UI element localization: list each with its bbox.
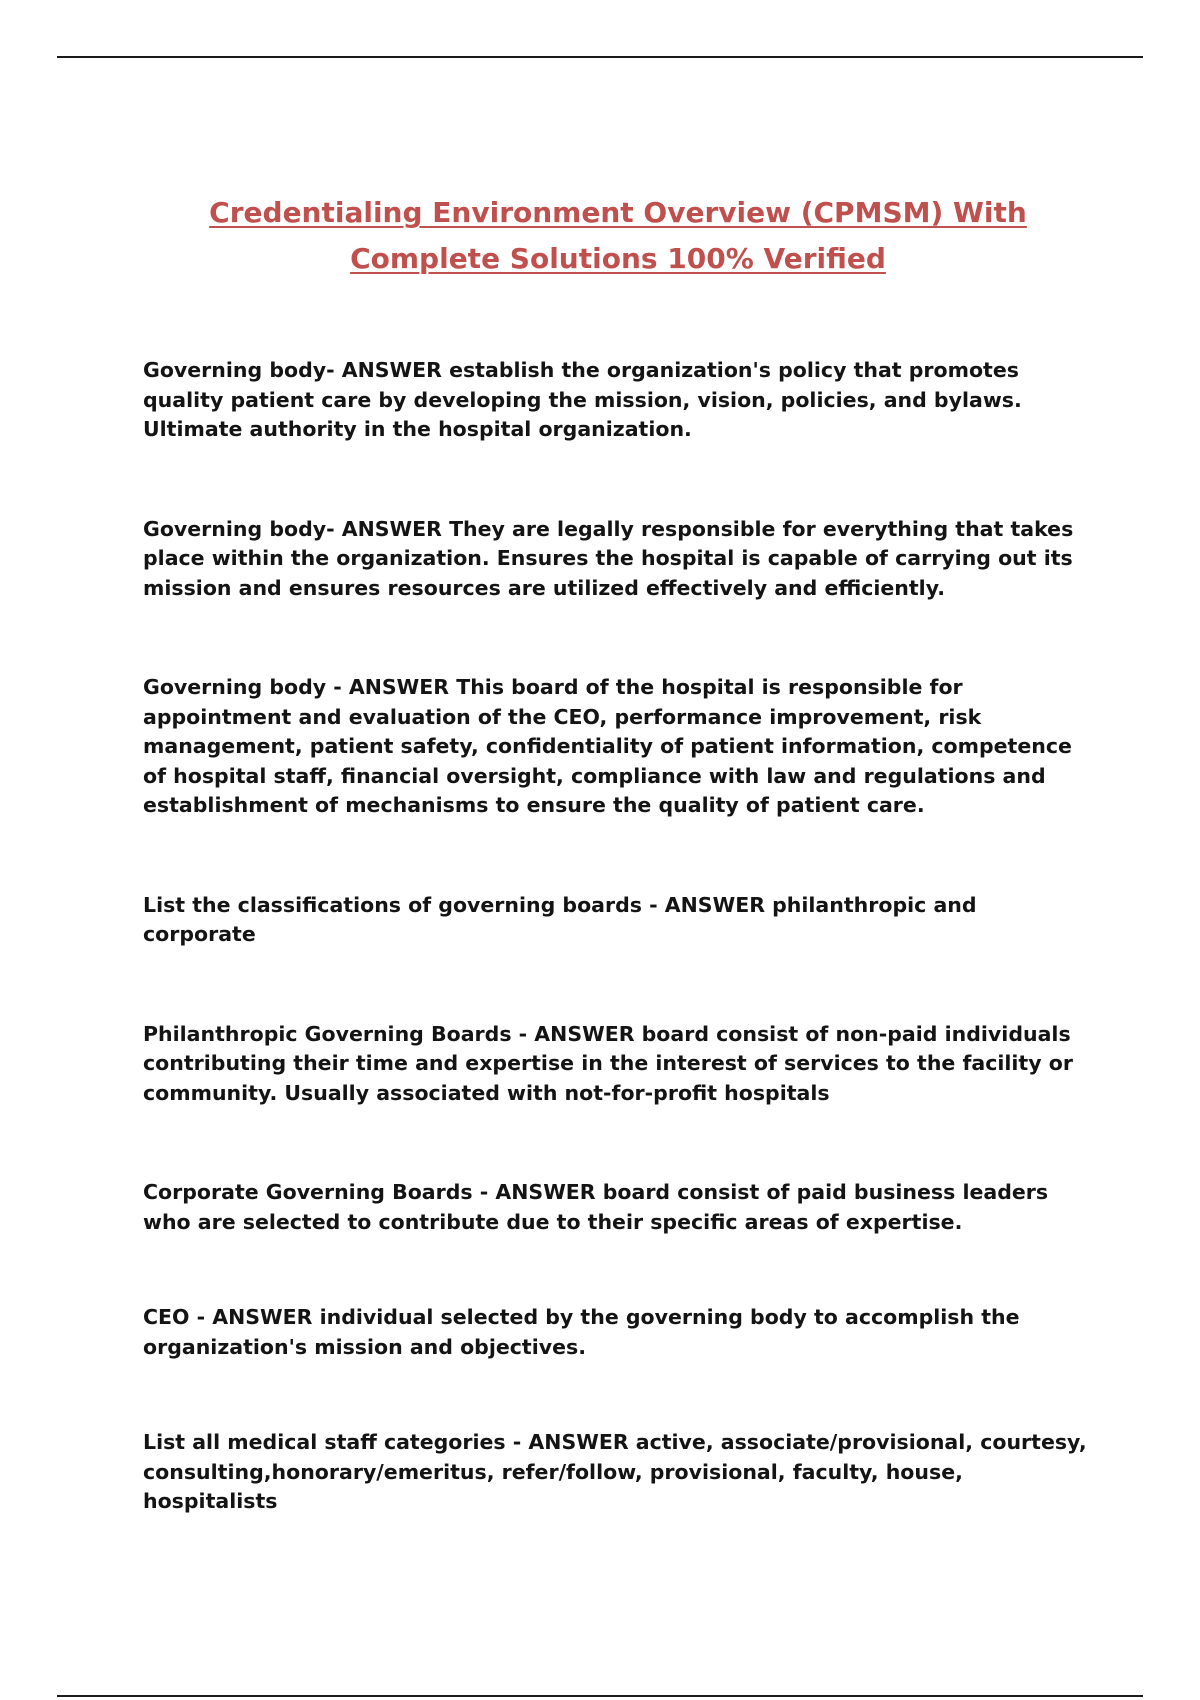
bottom-rule: [57, 1695, 1143, 1697]
document-title: Credentialing Environment Overview (CPMSM) With Complete Solutions 100% Verified: [209, 196, 1027, 275]
qa-entry: Governing body- ANSWER They are legally responsible for everything that takes place within the organization. Ensures the hospital is capable of carrying out its mission and ensures resources are utilized effectively and efficiently.: [143, 516, 1074, 600]
qa-entry: CEO - ANSWER individual selected by the governing body to accomplish the organization's mission and objectives.: [143, 1305, 1020, 1359]
document-body: [143, 190, 1093, 1587]
top-rule: [57, 56, 1143, 58]
qa-entry: Governing body - ANSWER This board of the hospital is responsible for appointment and evaluation of the CEO, performance improvement, risk management, patient safety, confidentiality of patient information, competence of hospital staff, financial oversight, compliance with law and regulations and establishment of mechanisms to ensure the quality of patient care.: [143, 675, 1072, 817]
qa-entry: Corporate Governing Boards - ANSWER board consist of paid business leaders who are selected to contribute due to their specific areas of expertise.: [143, 1180, 1049, 1234]
qa-entry: List all medical staff categories - ANSWER active, associate/provisional, courtesy, consulting,honorary/emeritus, refer/follow, provisional, faculty, house, hospitalists: [143, 1430, 1087, 1513]
qa-list: [143, 356, 1093, 1517]
qa-entry: Philanthropic Governing Boards - ANSWER board consist of non-paid individuals contributing their time and expertise in the interest of services to the facility or community. Usually associated with not-for-profit hospitals: [143, 1021, 1073, 1105]
qa-entry: List the classifications of governing boards - ANSWER philanthropic and corporate: [143, 892, 977, 946]
qa-entry: Governing body- ANSWER establish the organization's policy that promotes quality patient care by developing the mission, vision, policies, and bylaws. Ultimate authority in the hospital organization.: [143, 358, 1022, 441]
